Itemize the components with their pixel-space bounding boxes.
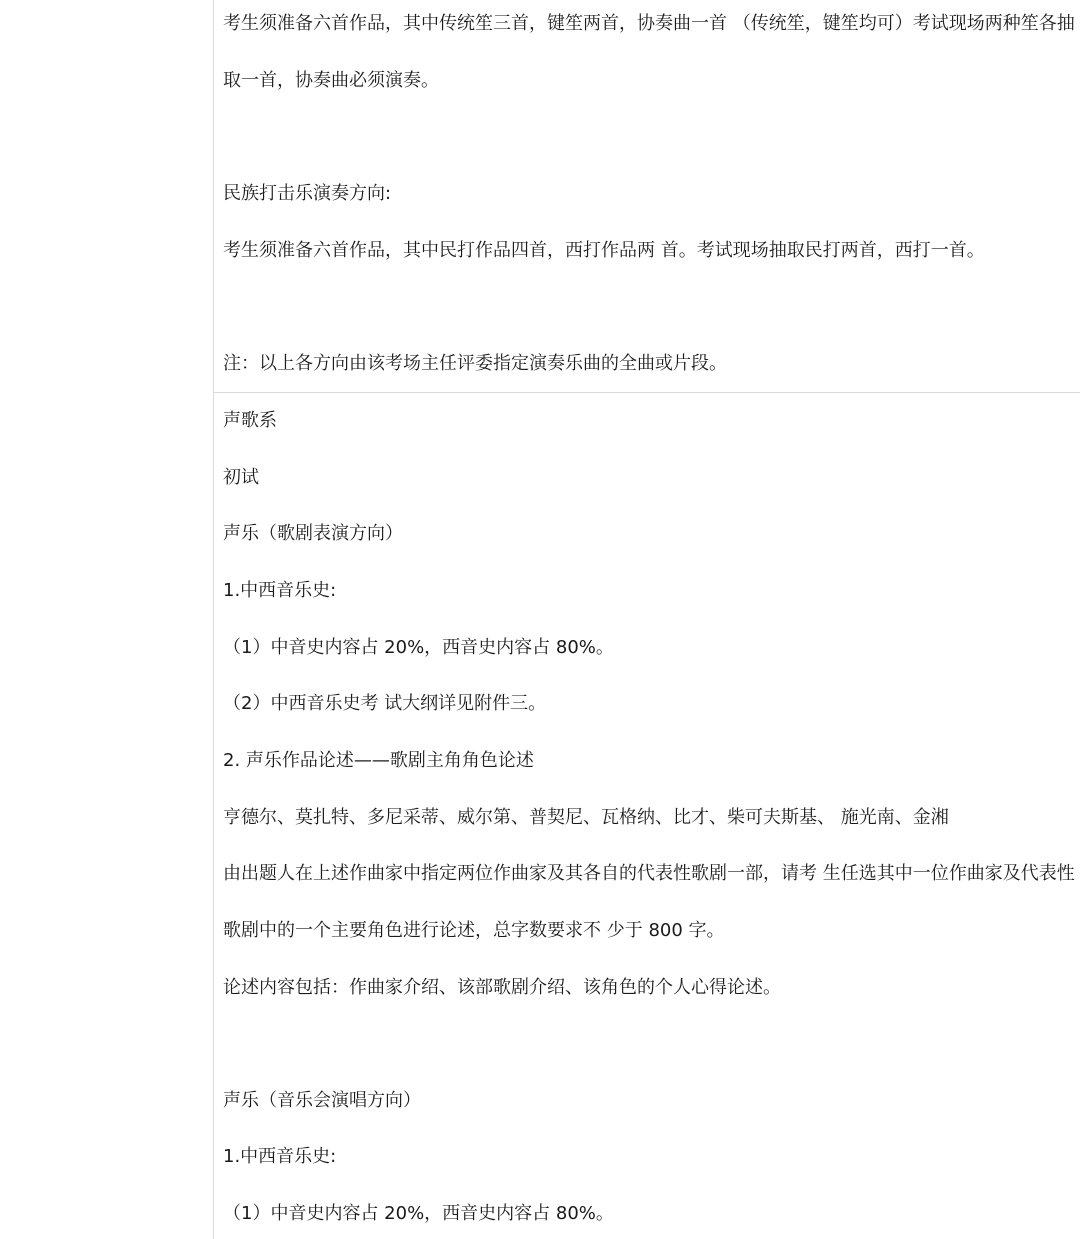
- section-heading: 声乐（音乐会演唱方向）: [223, 1090, 421, 1111]
- section-heading: 民族打击乐演奏方向:: [223, 183, 392, 204]
- list-subitem: （1）中音史内容占 20%，西音史内容占 80%。: [223, 637, 614, 658]
- paragraph-line: 考生须准备六首作品，其中传统笙三首，键笙两首，协奏曲一首 （传统笙，键笙均可）考试现场两种笙各抽: [223, 13, 1075, 34]
- list-item: 1.中西音乐史:: [223, 1146, 337, 1167]
- paragraph-line: 歌剧中的一个主要角色进行论述，总字数要求不 少于 800 字。: [223, 920, 725, 941]
- paragraph-line: 由出题人在上述作曲家中指定两位作曲家及其各自的代表性歌剧一部，请考 生任选其中一位作曲家及代表性: [223, 863, 1075, 884]
- paragraph-line: 取一首，协奏曲必须演奏。: [223, 70, 439, 91]
- vertical-divider: [213, 0, 214, 1239]
- note-text: 注：以上各方向由该考场主任评委指定演奏乐曲的全曲或片段。: [223, 353, 727, 374]
- round-label: 初试: [223, 467, 259, 488]
- paragraph-line: 论述内容包括：作曲家介绍、该部歌剧介绍、该角色的个人心得论述。: [223, 977, 781, 998]
- list-item: 2. 声乐作品论述——歌剧主角角色论述: [223, 750, 534, 771]
- department-title: 声歌系: [223, 410, 277, 431]
- left-column: [0, 0, 213, 1239]
- row-divider: [214, 392, 1080, 393]
- section-heading: 声乐（歌剧表演方向）: [223, 523, 403, 544]
- list-subitem: （2）中西音乐史考 试大纲详见附件三。: [223, 693, 547, 714]
- list-subitem: （1）中音史内容占 20%，西音史内容占 80%。: [223, 1203, 614, 1224]
- list-item: 1.中西音乐史:: [223, 580, 337, 601]
- composer-list: 亨德尔、莫扎特、多尼采蒂、威尔第、普契尼、瓦格纳、比才、柴可夫斯基、 施光南、金湘: [223, 807, 949, 828]
- paragraph-line: 考生须准备六首作品，其中民打作品四首，西打作品两 首。考试现场抽取民打两首，西打一首。: [223, 240, 985, 261]
